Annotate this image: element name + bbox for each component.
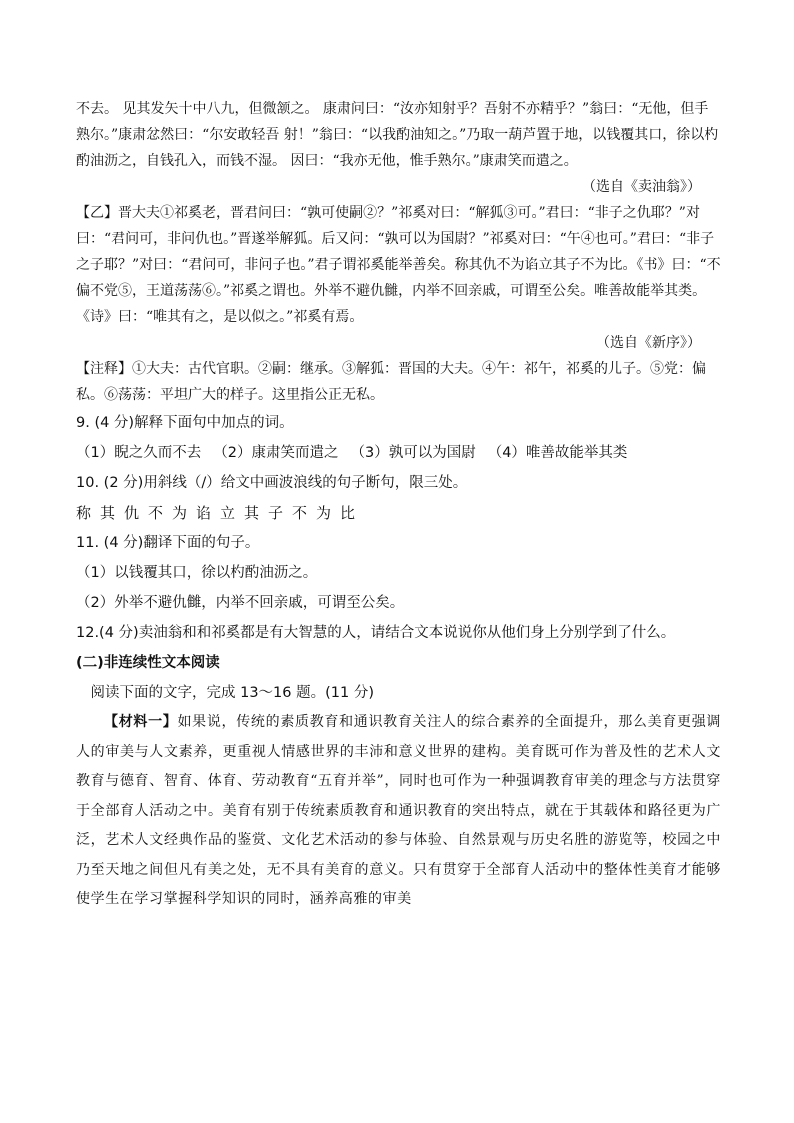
- question-9-option: （4）唯善故能举其类: [487, 445, 628, 461]
- question-11-item: （1）以钱覆其口，徐以杓酌油沥之。: [76, 565, 318, 581]
- section-2: [76, 648, 721, 708]
- question-12: [76, 618, 721, 648]
- question-9-options: [76, 438, 721, 468]
- question-9-option: （2）康肃笑而遣之: [213, 445, 339, 461]
- question-10-sentence: 称其仇不为谄立其子不为比: [76, 504, 365, 522]
- question-10: [76, 468, 721, 528]
- question-11: [76, 528, 721, 618]
- question-9-option: （3）孰可以为国尉: [350, 445, 476, 461]
- question-12-stem: 12.(4 分)卖油翁和和祁奚都是有大智慧的人，请结合文本说说你从他们身上分别学到了什么。: [76, 625, 676, 641]
- notes: [76, 356, 721, 408]
- passage-a-source: （选自《卖油翁》）: [582, 179, 701, 195]
- material-1-label: 【材料一】: [104, 714, 178, 730]
- passage-b: [76, 200, 721, 356]
- passage-b-source: （选自《新序》）: [596, 335, 701, 351]
- section-2-instruction: 阅读下面的文字，完成 13～16 题。(11 分): [90, 685, 374, 701]
- passage-b-text: 【乙】晋大夫①祁奚老，晋君问曰：“孰可使嗣②？”祁奚对曰：“解狐③可。”君曰：“非子之仇耶？”对 曰：“君问可，非问仇也。”晋遂举解狐。后又问：“孰可以为国尉？”祁奚对曰：“午④也可。”君曰：“非子之子耶？”对曰：“君问可，非问子也。”君子谓祁奚能举善矣。称其仇不为谄立其子不为比。《书》曰：“不偏不党⑤，王道荡荡⑥。”祁奚之谓也。外举不避仇雠，内举不回亲戚，可谓至公矣。唯善故能举其类。 《诗》曰：“唯其有之，是以似之。”祁奚有焉。: [76, 205, 721, 325]
- question-9-option: （1）睨之久而不去: [76, 445, 202, 461]
- material-1-text: 如果说，传统的素质教育和通识教育关注人的综合素养的全面提升，那么美育更强调人的审美与人文素养，更重视人情感世界的丰沛和意义世界的建构。美育既可作为普及性的艺术人文教育与德育、智育、体育、劳动教育“五育并举”，同时也可作为一种强调教育审美的理念与方法贯穿于全部育人活动之中。美育有别于传统素质教育和通识教育的突出特点，就在于其载体和路径更为广泛，艺术人文经典作品的鉴赏、文化艺术活动的参与体验、自然景观与历史名胜的游览等，校园之中乃至天地之间但凡有美之处，无不具有美育的意义。只有贯穿于全部育人活动中的整体性美育才能够使学生在学习掌握科学知识的同时，涵养高雅的审美: [76, 714, 721, 907]
- question-11-stem: 11. (4 分)翻译下面的句子。: [76, 535, 260, 551]
- question-11-item: （2）外举不避仇雠，内举不回亲戚，可谓至公矣。: [76, 595, 405, 611]
- passage-a: [76, 96, 721, 200]
- passage-a-text: 不去。 见其发矢十中八九，但微颔之。 康肃问曰：“汝亦知射乎？吾射不亦精乎？”翁曰：“无他，但手熟尔。”康肃忿然曰：“尔安敢轻吾 射！”翁曰：“以我酌油知之。”乃取一葫芦置于地，以钱覆其口，徐以杓酌油沥之，自钱孔入，而钱不湿。 因曰：“我亦无他，惟手熟尔。”康肃笑而遣之。: [76, 101, 719, 169]
- exam-page: [76, 96, 721, 915]
- section-2-heading: (二)非连续性文本阅读: [76, 655, 220, 671]
- question-10-stem: 10. (2 分)用斜线（/）给文中画波浪线的句子断句，限三处。: [76, 475, 468, 491]
- material-1: [76, 708, 721, 915]
- question-9: [76, 408, 721, 468]
- question-9-stem: 9. (4 分)解释下面句中加点的词。: [76, 415, 294, 431]
- notes-text: 【注释】①大夫：古代官职。②嗣：继承。③解狐：晋国的大夫。④午：祁午，祁奚的儿子。⑤党：偏私。⑥荡荡：平坦广大的样子。这里指公正无私。: [76, 361, 706, 403]
